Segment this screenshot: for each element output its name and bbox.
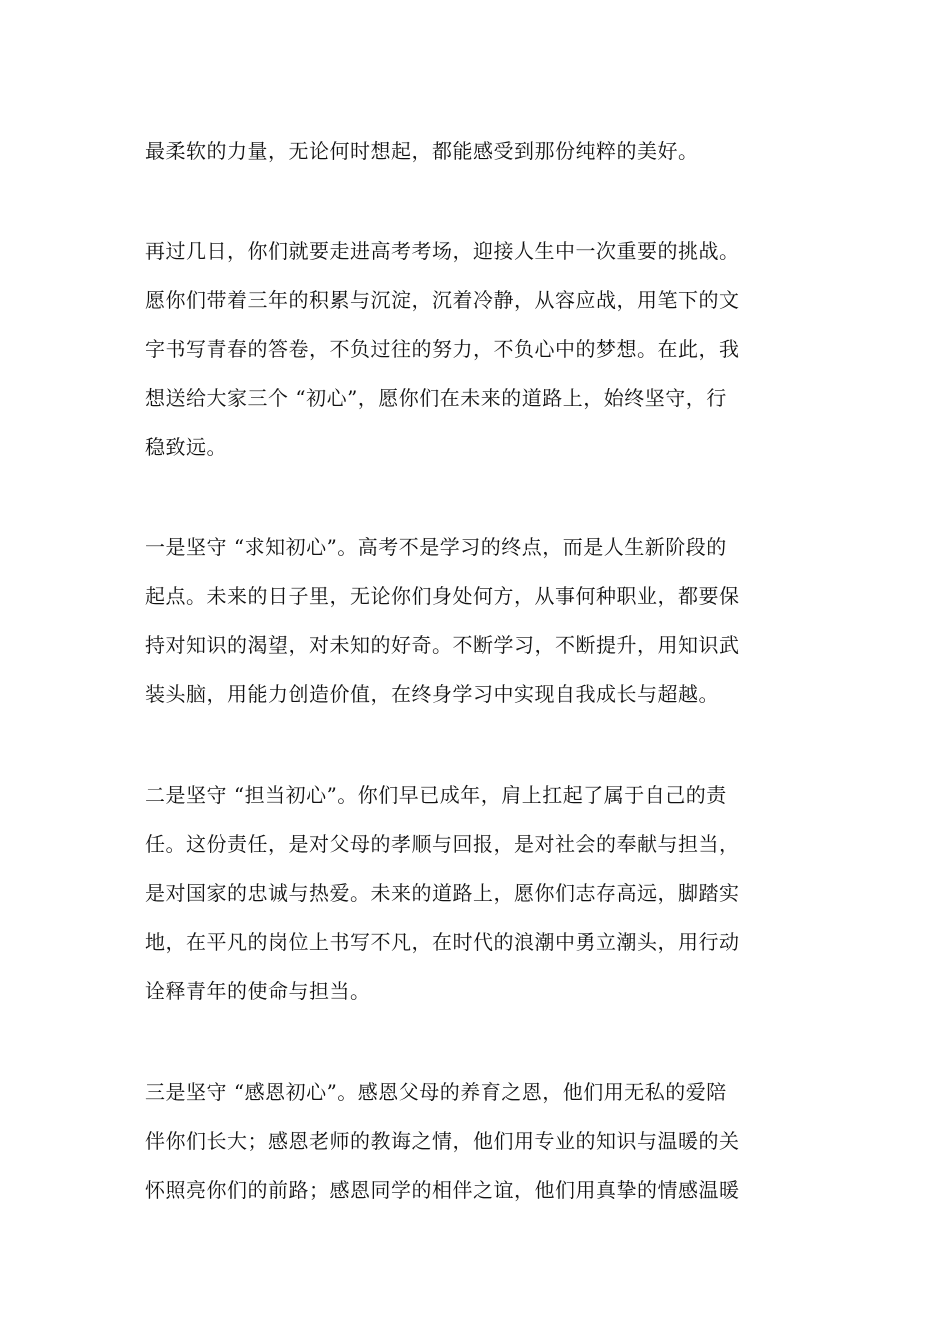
text-line: 稳致远。	[145, 435, 227, 459]
paragraph-responsibility-initiative	[145, 771, 815, 1016]
text-line: 最柔软的力量，无论何时想起，都能感受到那份纯粹的美好。	[145, 139, 699, 163]
text-line: 再过几日，你们就要走进高考考场，迎接人生中一次重要的挑战。	[145, 239, 740, 263]
text-line: 诠释青年的使命与担当。	[145, 979, 371, 1003]
text-line: 想送给大家三个 “初心”，愿你们在未来的道路上，始终坚守，行	[145, 386, 727, 410]
text-line: 三是坚守 “感恩初心”。感恩父母的养育之恩，他们用无私的爱陪	[145, 1080, 727, 1104]
paragraph-exam-wishes	[145, 227, 815, 472]
paragraph-knowledge-initiative	[145, 523, 815, 719]
text-line: 地，在平凡的岗位上书写不凡，在时代的浪潮中勇立潮头，用行动	[145, 930, 740, 954]
text-line: 起点。未来的日子里，无论你们身处何方，从事何种职业，都要保	[145, 584, 740, 608]
text-line: 怀照亮你们的前路；感恩同学的相伴之谊，他们用真挚的情感温暖	[145, 1178, 740, 1202]
text-line: 一是坚守 “求知初心”。高考不是学习的终点，而是人生新阶段的	[145, 535, 727, 559]
paragraph-closing-line	[145, 127, 815, 176]
text-line: 持对知识的渴望，对未知的好奇。不断学习，不断提升，用知识武	[145, 633, 740, 657]
text-line: 愿你们带着三年的积累与沉淀，沉着冷静，从容应战，用笔下的文	[145, 288, 740, 312]
text-line: 字书写青春的答卷，不负过往的努力，不负心中的梦想。在此，我	[145, 337, 740, 361]
text-line: 二是坚守 “担当初心”。你们早已成年，肩上扛起了属于自己的责	[145, 783, 727, 807]
text-line: 伴你们长大；感恩老师的教诲之情，他们用专业的知识与温暖的关	[145, 1129, 740, 1153]
text-line: 是对国家的忠诚与热爱。未来的道路上，愿你们志存高远，脚踏实	[145, 881, 740, 905]
paragraph-gratitude-initiative	[145, 1068, 815, 1215]
text-line: 任。这份责任，是对父母的孝顺与回报，是对社会的奉献与担当，	[145, 832, 740, 856]
text-line: 装头脑，用能力创造价值，在终身学习中实现自我成长与超越。	[145, 682, 719, 706]
